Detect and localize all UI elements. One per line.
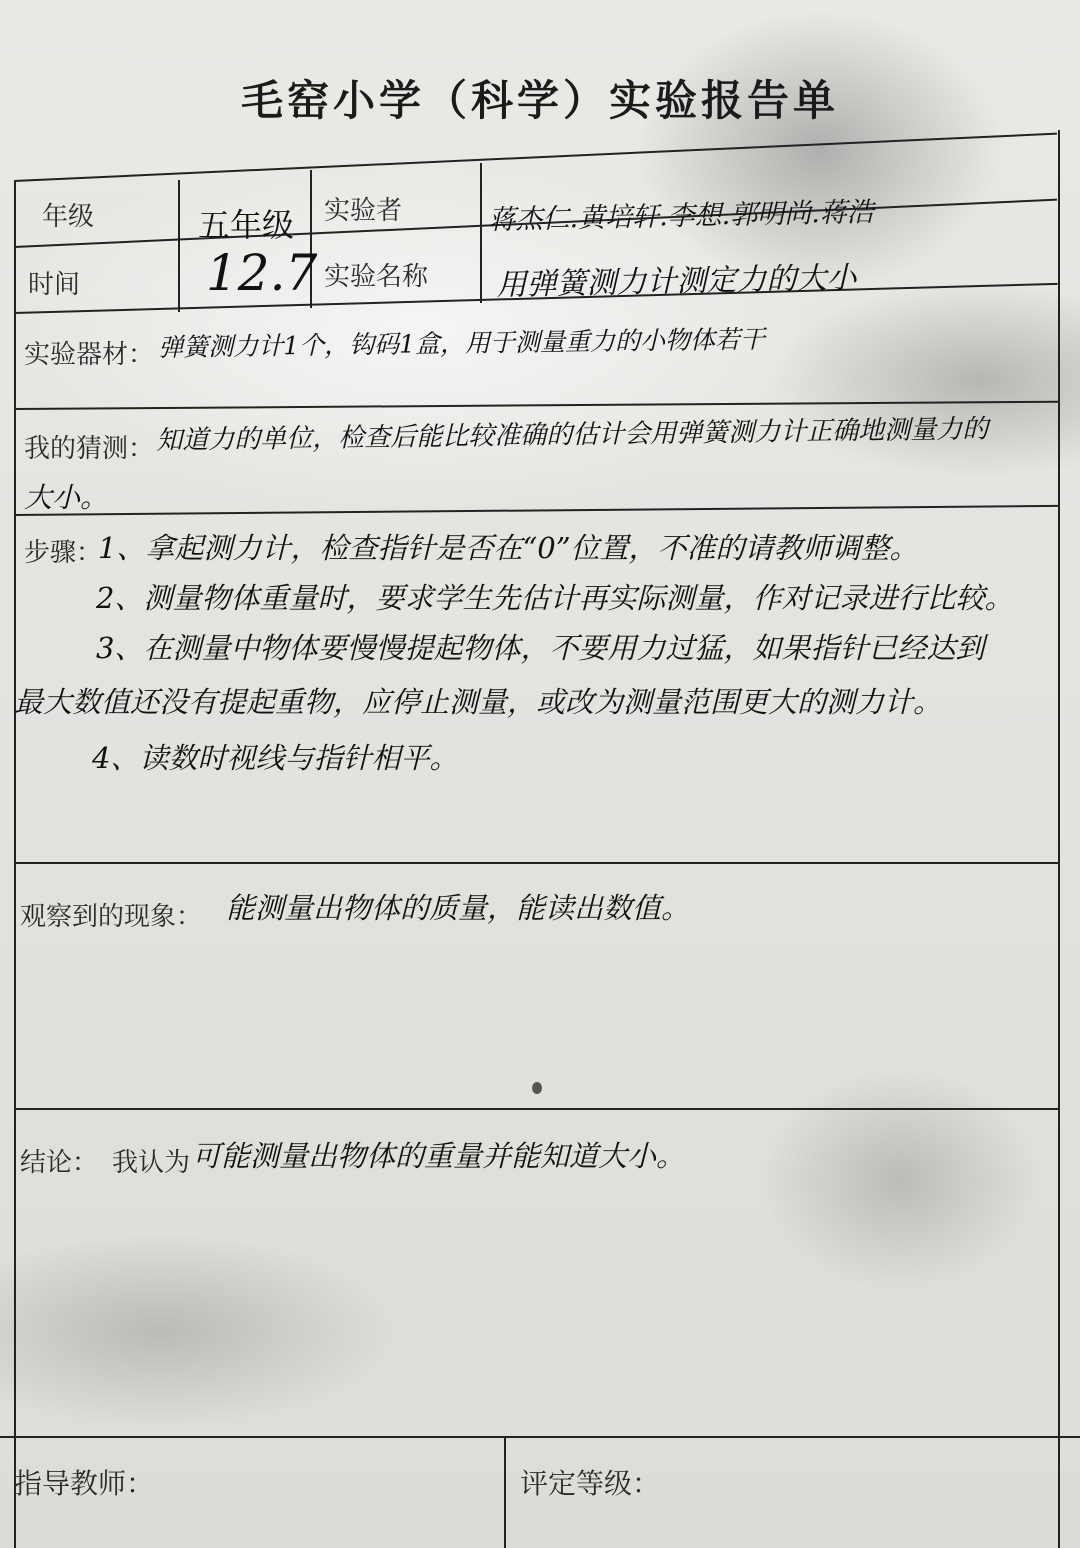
rating-label: 评定等级： bbox=[520, 1467, 661, 1500]
step-line-4: 最大数值还没有提起重物，应停止测量，或改为测量范围更大的测力计。 bbox=[14, 685, 943, 719]
experimenter-label: 实验者 bbox=[324, 196, 403, 226]
step-line-1: 1、拿起测力计，检查指针是否在“0”位置，不准的请教师调整。 bbox=[98, 531, 919, 565]
step-line-5: 4、读数时视线与指针相平。 bbox=[92, 741, 459, 775]
conclusion-value: 可能测量出物体的重量并能知道大小。 bbox=[192, 1139, 686, 1173]
page-title: 毛窑小学（科学）实验报告单 bbox=[240, 76, 839, 125]
experimenter-value: 蒋杰仁.黄培轩.李想.郭明尚.蒋浩 bbox=[488, 196, 875, 236]
steps-bottom-divider bbox=[14, 862, 1058, 864]
time-label: 时间 bbox=[28, 270, 81, 300]
conclusion-printed: 我认为 bbox=[112, 1148, 191, 1178]
header-col-divider-3 bbox=[480, 163, 482, 303]
steps-label: 步骤： bbox=[24, 538, 103, 568]
step-line-2: 2、测量物体重量时，要求学生先估计再实际测量，作对记录进行比较。 bbox=[96, 581, 1014, 615]
grade-value: 五年级 bbox=[198, 206, 295, 244]
table-border-right bbox=[1058, 130, 1060, 1548]
header-col-divider-1 bbox=[178, 180, 180, 312]
experiment-name-label: 实验名称 bbox=[324, 262, 429, 292]
equipment-value: 弹簧测力计1个，钩码1盒，用于测量重力的小物体若干 bbox=[158, 324, 766, 362]
guess-line-1: 知道力的单位，检查后能比较准确的估计会用弹簧测力计正确地测量力的 bbox=[156, 414, 989, 456]
table-border-left bbox=[14, 181, 16, 1548]
footer-col-divider bbox=[504, 1436, 506, 1548]
observation-value: 能测量出物体的质量，能读出数值。 bbox=[226, 891, 691, 925]
grade-label: 年级 bbox=[42, 202, 95, 232]
equipment-label: 实验器材： bbox=[24, 340, 155, 370]
table-border-top bbox=[14, 133, 1057, 182]
guess-label: 我的猜测： bbox=[24, 434, 155, 464]
guess-line-2: 大小。 bbox=[24, 481, 109, 514]
observation-bottom-divider bbox=[14, 1108, 1058, 1110]
step-line-3: 3、在测量中物体要慢慢提起物体，不要用力过猛，如果指针已经达到 bbox=[96, 631, 985, 665]
teacher-label: 指导教师： bbox=[14, 1467, 155, 1500]
experiment-name-value: 用弹簧测力计测定力的大小 bbox=[496, 260, 857, 303]
conclusion-bottom-divider bbox=[0, 1436, 1080, 1438]
ink-spot bbox=[532, 1082, 542, 1094]
observation-label: 观察到的现象： bbox=[20, 902, 203, 932]
time-value: 12.7 bbox=[206, 244, 318, 302]
conclusion-label: 结论： bbox=[20, 1148, 99, 1178]
guess-bottom-divider bbox=[14, 505, 1058, 516]
